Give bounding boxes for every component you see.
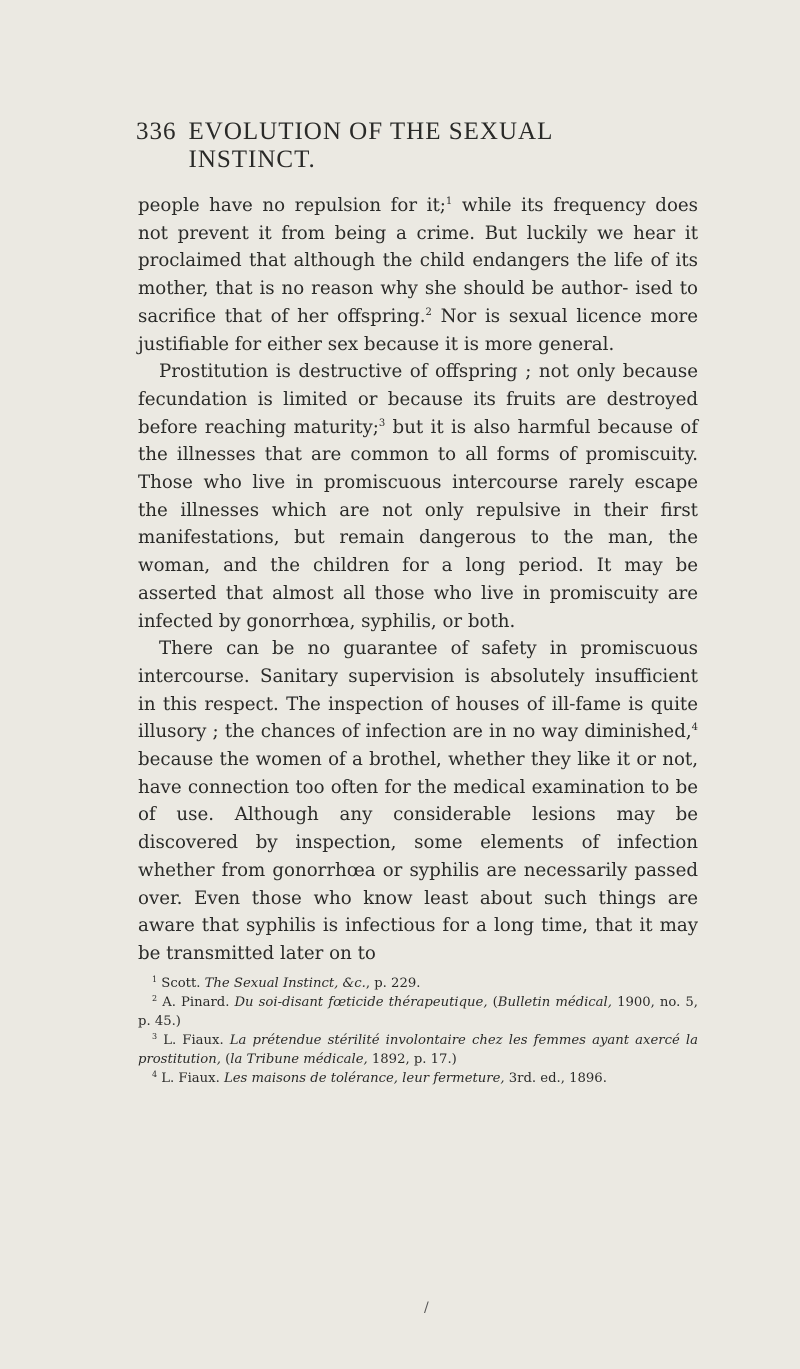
footnote [138,1031,698,1069]
text-run: ( [220,1051,231,1067]
italic-text: Les maisons de tolérance, leur fermeture, [223,1070,505,1086]
text-run: people have no repulsion for it; [138,195,446,216]
footnotes [138,974,698,1088]
text-run: L. Fiaux. [157,1070,224,1086]
footnote-ref: 1 [445,196,453,207]
text-run: 1892, p. 17.) [367,1051,457,1067]
text-run: There can be no guarantee of safety in promiscuous intercourse. Sanitary supervision is absolutely insufficient in this respect. The inspection of houses of ill-fame is quite illusory ; the chances of infection are in no way diminished, [138,638,698,743]
footnote-mark: 2 [152,993,158,1003]
text-run: Nor is sexual licence more justifiable for either sex because it is more general. [138,305,698,355]
footnote [138,974,698,993]
folio-mark: / [424,1300,429,1316]
page-number: 336 [136,118,177,145]
text-run: ( [487,994,498,1010]
italic-text: The Sexual Instinct, &c. [204,975,366,991]
footnote [138,1069,698,1088]
footnote-mark: 3 [152,1031,158,1041]
footnote-mark: 1 [152,974,158,984]
footnote-mark: 4 [152,1069,158,1079]
running-head [136,118,676,174]
italic-text: Bulletin médical, [497,994,612,1010]
italic-text: Du soi-disant fœticide thérapeutique, [234,994,488,1010]
paragraph [138,192,698,358]
running-title: EVOLUTION OF THE SEXUAL INSTINCT. [188,118,553,173]
text-run: , p. 229. [365,975,421,991]
footnote-ref: 4 [691,722,698,734]
text-run: Prostitution is destructive of offspring ; not only because fecundation is limited or because its fruits are destroyed before reaching maturity; [138,361,698,438]
footnote [138,993,698,1031]
body-text [138,192,698,968]
text-run: L. Fiaux. [157,1032,230,1048]
text-run: 3rd. ed., 1896. [504,1070,607,1086]
text-run: A. Pinard. [157,994,235,1010]
footnote-ref: 2 [425,306,432,318]
page-content [138,118,698,1088]
italic-text: la Tribune médicale, [230,1051,368,1067]
footnote-ref: 3 [378,417,386,429]
italic-text: La prétendue stérilité involontaire chez les femmes ayant axercé la prostitution, [138,1032,698,1067]
text-run: while its frequency does not prevent it from being a crime. But luckily we hear it proclaimed that although the child endangers the life of its mother, that is no reason why she should be author- ised to sacrifice that of her offspring. [138,195,698,327]
paragraph [138,635,698,967]
text-run: 1900, no. 5, p. 45.) [138,994,698,1029]
text-run: Scott. [157,975,205,991]
text-run: because the women of a brothel, whether they like it or not, have connection too often for the medical examination to be of use. Although any considerable lesions may be discovered by inspection, some elements of infection whether from gonorrhœa or syphilis are necessarily passed over. Even those who know least about such things are aware that syphilis is infectious for a long time, that it may be transmitted later on to [138,749,698,964]
paragraph [138,358,698,635]
text-run: but it is also harmful because of the illnesses that are common to all forms of promiscuity. Those who live in promiscuous intercourse rarely escape the illnesses which are not only repulsive in their first manifestations, but remain dangerous to the man, the woman, and the children for a long period. It may be asserted that almost all those who live in promiscuity are infected by gonorrhœa, syphilis, or both. [138,416,698,632]
